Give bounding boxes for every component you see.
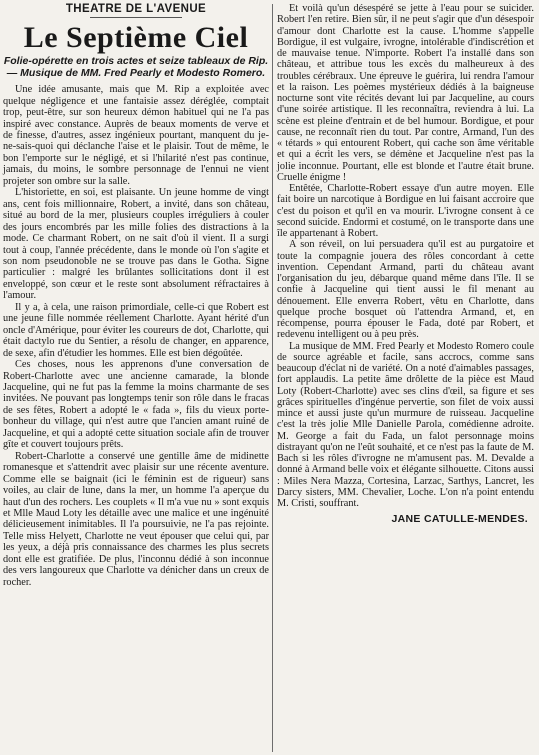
section-heading: THEATRE DE L'AVENUE [65,3,207,15]
paragraph: Entêtée, Charlotte-Robert essaye d'un autre moyen. Elle fait boire un narcotique à Bordigue en lui faisant accroire que c'est du poison et qu'il en va mourir. L'ivrogne consent à ce second suicide. Endormi et costumé, on le transporte dans une île appartenant à Robert. [277,183,534,239]
paragraph: La musique de MM. Fred Pearly et Modesto Romero coule de source agréable et facile, sans accrocs, comme sans beaucoup d'éclat ni de variété. On a noté d'aimables passages, fort applaudis. La petite âme drôlette de la pièce est Maud Loty (Robert-Charlotte) avec ses clins d'œil, sa figure et ses grâces spirituelles d'ingénue pervertie, son filet de voix aussi mince et aussi juste qu'un murmure de ruisseau. Jacqueline c'est la très jolie Mlle Danielle Parola, comédienne adroite. M. George a fait du Fada, un falot personnage moins distrayant qu'on ne l'eût souhaité, et ce n'est pas la faute de M. Bach si les rôles d'ivrogne ne m'amusent pas. M. Devalde a donné à Armand belle voix et élégante silhouette. Citons aussi : Miles Nera Mazza, Cortesina, Larzac, Sarthys, Lancret, les Darcy sisters, MM. Chevalier, Loche. L'on n'a point entendu M. Cristi, souffrant. [277,340,534,509]
paragraph: Et voilà qu'un désespéré se jette à l'eau pour se suicider. Robert l'en retire. Bien sûr, il ne peut s'agir que d'un désespoir d'amour dont Charlotte est la cause. L'homme s'appelle Bordigue, il est vulgaire, ivrogne, intolérable d'indiscrétion et de mauvaise tenue. N'importe. Robert l'a installé dans son château, et attribue tous les excès du malheureux à des troubles cérébraux. Une épreuve le guérira, lui rendra l'amour et la raison. Les poèmes mystérieux dédiés à la baigneuse nocturne sont vite récités devant lui par Jacqueline, au cours d'une soirée artistique. Il les reconnaîtra, reviendra à lui. La scène est pleine d'entrain et de bel humour. Bordigue, et pour cause, ne reconnaît rien du tout. Par contre, Armand, l'un des « tétards » qui entourent Robert, qui cache son âme véritable et qui a écrit les vers, se démène et Jacqueline n'est pas la jolie inconnue. Pourtant, elle est blonde et l'autre était brune. Cruelle énigme ! [277,3,534,183]
heading-rule [90,17,182,18]
author-signature: JANE CATULLE-MENDES. [391,513,528,526]
left-column [3,3,269,588]
paragraph: A son réveil, on lui persuadera qu'il est au purgatoire et toute la compagnie jouera des rôles concordant à cette invention. Cependant Armand, parti du château avant l'organisation du jeu, débarque quand même dans l'île. Il se confie à Jacqueline qui tient aussi le fil menant au dénouement. Elle enverra Robert, vêtu en Charlotte, dans quelque proche bosquet où l'attendra Armand, et, en récompense, pourra épouser le Fada, doté par Robert, et redevenu intelligent ou à peu près. [277,239,534,341]
paragraph: Il y a, à cela, une raison primordiale, celle-ci que Robert est une jeune fille nommée réellement Charlotte. Ayant hérité d'un oncle d'Amérique, pour éviter les coureurs de dot, Charlotte, qui était dactylo rue du Sentier, a résolu de changer, en apparence, de sexe, afin d'étudier les hommes. Elle est bien dégoûtée. [3,301,269,359]
paragraph: Ces choses, nous les apprenons d'une conversation de Robert-Charlotte avec une ancienne camarade, la blonde Jacqueline, qui ne fut pas la femme la moins charmante de ses invitées. Ne pouvant pas longtemps tenir son rôle dans le fracas de ses fêtes, Robert a adopté le « fada », fils du vieux porte-bonheur du village, qui n'est autre que l'ancien amant ruiné de Jacqueline, et qui a adopté cette situation sociale afin de trouver gîte et couvert toujours prêts. [3,359,269,451]
column-divider [272,4,273,752]
article-title: Le Septième Ciel [23,21,249,54]
right-column [277,3,534,525]
paragraph: L'historiette, en soi, est plaisante. Un jeune homme de vingt ans, cent fois millionnaire, Robert, a invité, dans son château, situé au bord de la mer, plusieurs couples irréguliers à couler des jours encombrés par les mille folies des distractions à la mode. Ce charmant Robert, on ne sait d'où il vient. Il a surgi tout à coup, l'année précédente, dans le monde où l'on s'agite et son nom pseudonoble ne se trouve pas dans le Gotha. Signe particulier : malgré les brûlantes sollicitations dont il est enveloppé, son cœur et le reste sont absolument réfractaires à l'amour. [3,187,269,302]
paragraph: Robert-Charlotte a conservé une gentille âme de midinette romanesque et s'attendrit avec plaisir sur une récente aventure. Comme elle se baignait (ici le féminin est de rigueur) sans voiles, au clair de lune, dans la mer, un homme l'a aperçue du haut d'un des rochers. Les couplets « Il m'a vue nu » sont exquis et Mlle Maud Loty les détaille avec une malice et une ingénuité délicieusement inimitables. Il l'a poursuivie, ne l'a pas rejointe. Telle miss Helyett, Charlotte ne veut épouser que celui qui, par les yeux, a déjà pris connaissance des charmes les plus secrets dont elle est gratifiée. De plus, l'inconnu dédié à son inconnue des vers langoureux que Charlotte va dénicher dans un creux de rocher. [3,450,269,588]
article-subtitle: Folie-opérette en trois actes et seize tableaux de Rip. — Musique de MM. Fred Pearly et Modesto Romero. [3,55,269,79]
paragraph: Une idée amusante, mais que M. Rip a exploitée avec quelque négligence et une fantaisie assez déréglée, comptait trop, peut-être, sur son heureux démon habituel qui ne l'a pas inspiré avec constance. Auprès de beaux moments de verve et de finesse, d'autres, assez ingénieux pourtant, manquent du je-ne-sais-quoi qui déclanche l'aise et le plaisir. Tout de même, le bon l'emporte sur le négligé, et si l'hilarité n'est pas continue, jamais, du moins, le sombre personnage de l'ennui ne vient projeter son ombre sur la salle. [3,84,269,187]
